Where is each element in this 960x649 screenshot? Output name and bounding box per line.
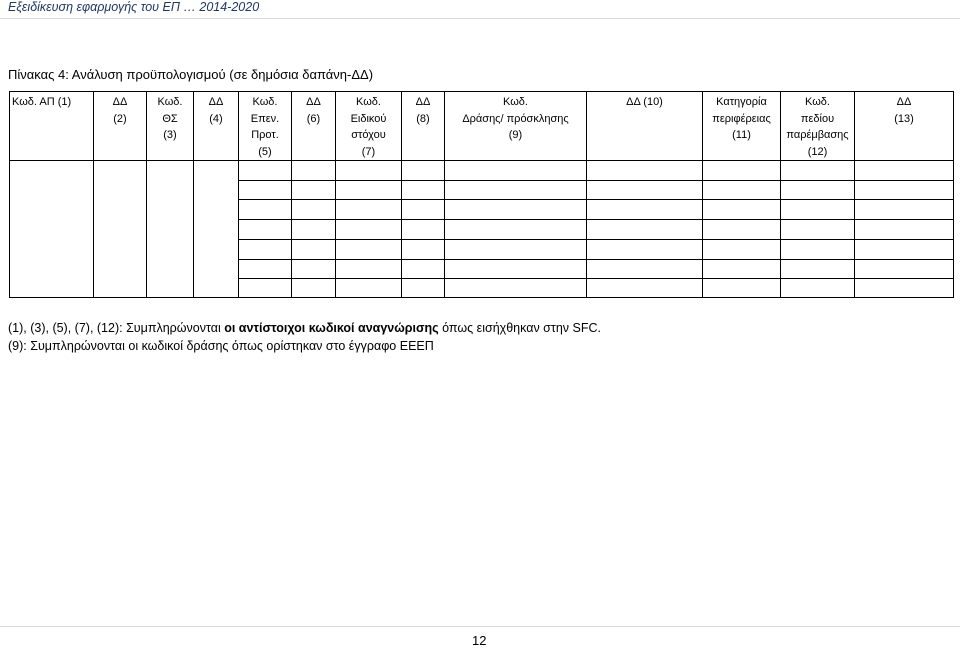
table-cell (587, 200, 703, 220)
table-cell (445, 279, 587, 298)
table-cell (336, 279, 402, 298)
table-cell (587, 259, 703, 279)
table-header-row (10, 92, 954, 161)
table-cell (292, 220, 336, 240)
col-header: ΔΔ (4) (194, 92, 239, 161)
table-notes (8, 319, 601, 355)
table-cell (336, 180, 402, 200)
table-cell (239, 200, 292, 220)
table-cell (402, 180, 445, 200)
table-cell (587, 239, 703, 259)
table-cell (781, 180, 855, 200)
table-cell (587, 279, 703, 298)
budget-table (9, 91, 954, 298)
table-cell (445, 239, 587, 259)
table-cell (336, 220, 402, 240)
table-cell (703, 279, 781, 298)
table-cell (587, 180, 703, 200)
table-cell (292, 259, 336, 279)
table-cell (587, 220, 703, 240)
table-cell (336, 200, 402, 220)
table-cell (445, 220, 587, 240)
table-cell (239, 161, 292, 181)
table-cell (292, 200, 336, 220)
table-cell (336, 259, 402, 279)
table-cell (194, 161, 239, 298)
col-header: Κωδ. Επεν. Προτ. (5) (239, 92, 292, 161)
table-cell (855, 220, 954, 240)
col-header: ΔΔ (13) (855, 92, 954, 161)
table-cell (855, 200, 954, 220)
table-cell (292, 161, 336, 181)
col-header: ΔΔ (10) (587, 92, 703, 161)
note-line-2: (9): Συμπληρώνονται οι κωδικοί δράσης όπως ορίστηκαν στο έγγραφο ΕΕΕΠ (8, 339, 434, 353)
table-cell (703, 161, 781, 181)
table-cell (445, 259, 587, 279)
table-cell (239, 239, 292, 259)
table-cell (781, 279, 855, 298)
page-number: 12 (472, 633, 487, 648)
table-title: Πίνακας 4: Ανάλυση προϋπολογισμού (σε δημόσια δαπάνη-ΔΔ) (8, 67, 374, 82)
table-cell (703, 259, 781, 279)
table-cell (292, 180, 336, 200)
table-cell (336, 239, 402, 259)
col-header: Κατηγορία περιφέρειας (11) (703, 92, 781, 161)
col-header: ΔΔ (2) (94, 92, 147, 161)
table-cell (239, 259, 292, 279)
table-cell (855, 259, 954, 279)
table-cell (402, 161, 445, 181)
table-cell (703, 220, 781, 240)
table-cell (855, 239, 954, 259)
table-cell (703, 180, 781, 200)
table-cell (445, 200, 587, 220)
table-cell (445, 161, 587, 181)
table-cell (239, 220, 292, 240)
col-header: Κωδ. ΑΠ (1) (10, 92, 94, 161)
table-cell (402, 220, 445, 240)
col-header: Κωδ. Δράσης/ πρόσκλησης (9) (445, 92, 587, 161)
header-divider (0, 18, 960, 19)
table-cell (703, 200, 781, 220)
table-cell (239, 279, 292, 298)
table-row (10, 161, 954, 181)
table-cell (781, 161, 855, 181)
table-cell (587, 161, 703, 181)
table-cell (445, 180, 587, 200)
table-cell (855, 180, 954, 200)
table-cell (402, 239, 445, 259)
col-header: Κωδ. ΘΣ (3) (147, 92, 194, 161)
table-cell (10, 161, 94, 298)
table-cell (855, 161, 954, 181)
table-cell (292, 239, 336, 259)
col-header: Κωδ. πεδίου παρέμβασης (12) (781, 92, 855, 161)
table-cell (855, 279, 954, 298)
col-header: ΔΔ (8) (402, 92, 445, 161)
table-cell (781, 259, 855, 279)
table-cell (239, 180, 292, 200)
footer-divider (0, 626, 960, 627)
table-cell (292, 279, 336, 298)
table-cell (336, 161, 402, 181)
running-header: Εξειδίκευση εφαρμογής του ΕΠ … 2014-2020 (8, 0, 260, 14)
table-cell (147, 161, 194, 298)
table-cell (402, 259, 445, 279)
col-header: Κωδ. Ειδικού στόχου (7) (336, 92, 402, 161)
table-cell (402, 200, 445, 220)
table-cell (94, 161, 147, 298)
table-cell (781, 239, 855, 259)
table-cell (781, 200, 855, 220)
note-line-1: (1), (3), (5), (7), (12): Συμπληρώνονται οι αντίστοιχοι κωδικοί αναγνώρισης όπως εισήχθηκαν στην SFC. (8, 321, 601, 335)
table-cell (402, 279, 445, 298)
table-cell (703, 239, 781, 259)
table-cell (781, 220, 855, 240)
col-header: ΔΔ (6) (292, 92, 336, 161)
